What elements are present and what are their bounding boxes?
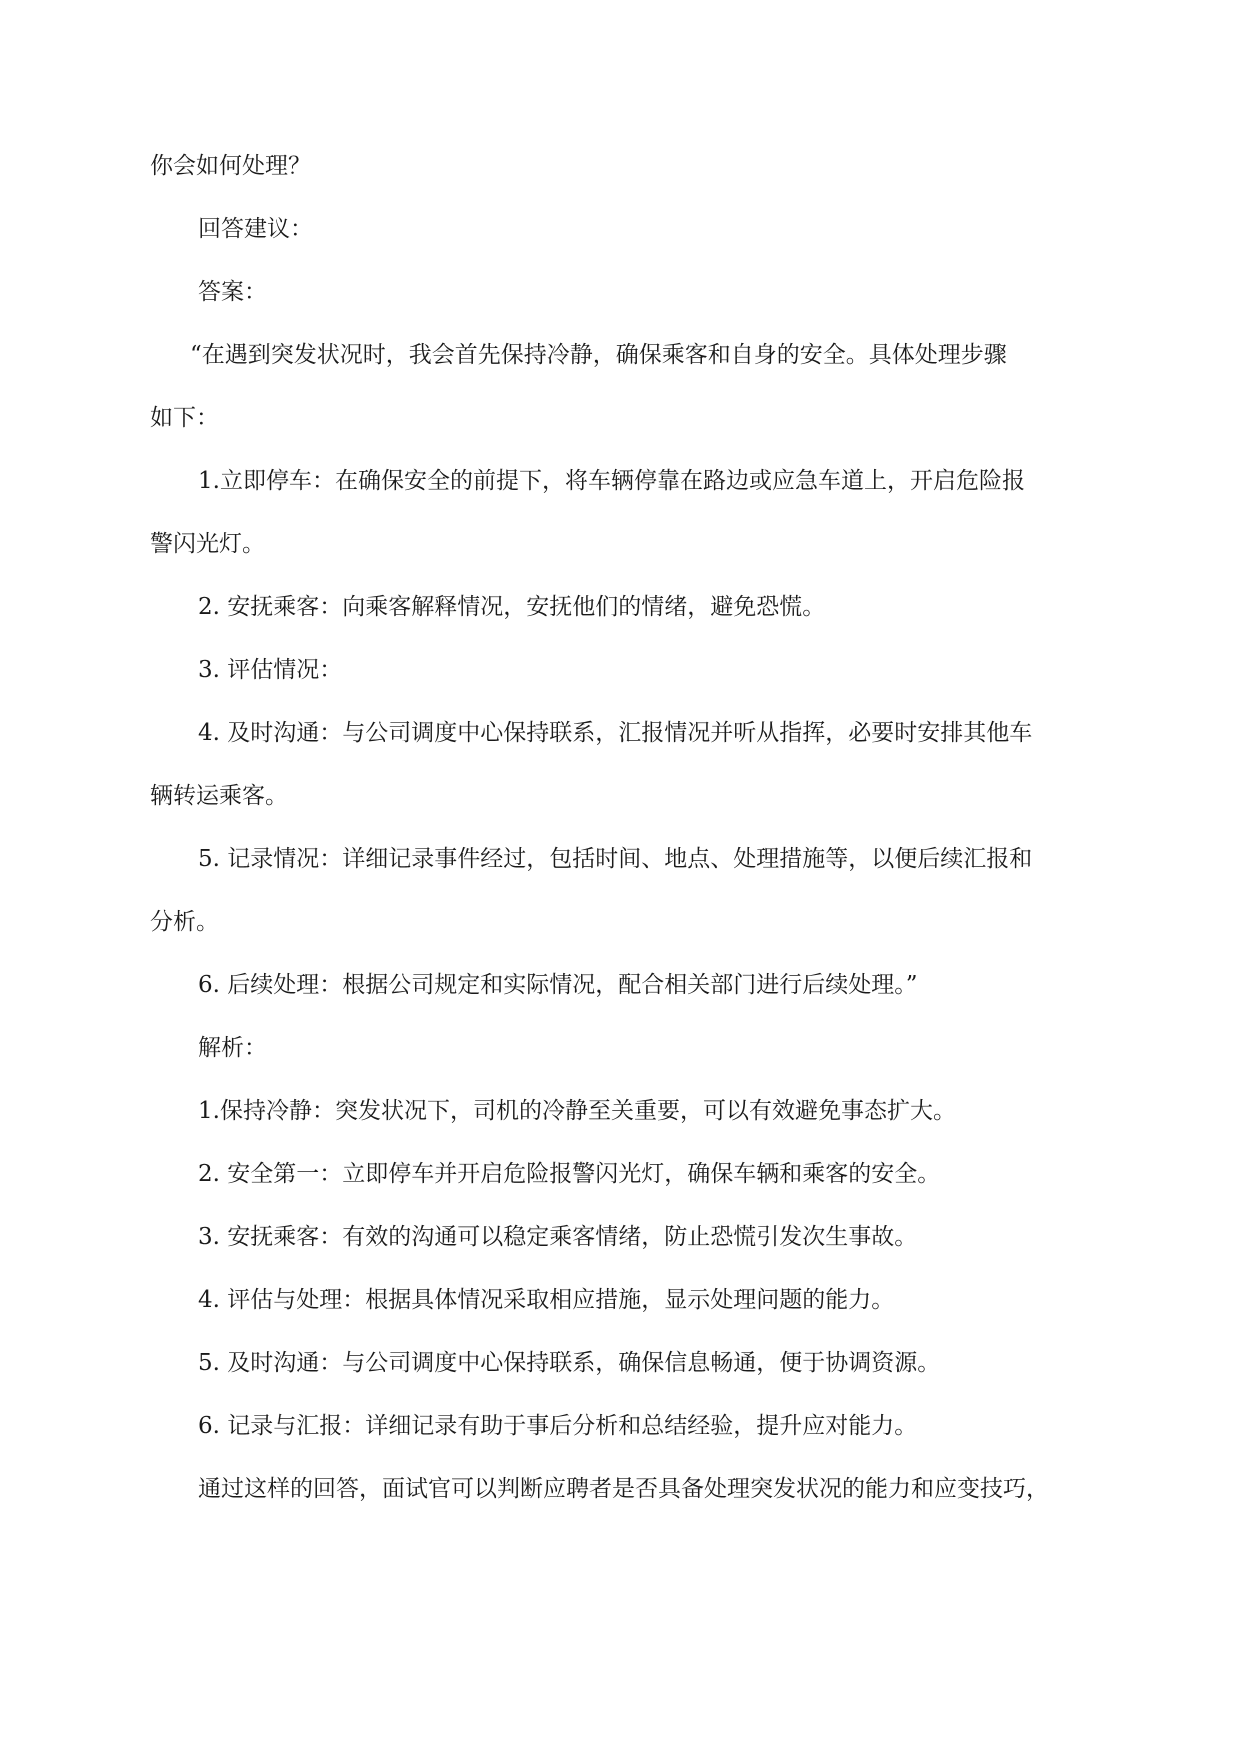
text-line: 分析。 <box>150 909 219 935</box>
text-line: 通过这样的回答，面试官可以判断应聘者是否具备处理突发状况的能力和应变技巧， <box>198 1476 1049 1502</box>
text-line: 2. 安全第一：立即停车并开启危险报警闪光灯，确保车辆和乘客的安全。 <box>198 1161 941 1187</box>
text-line: 6. 后续处理：根据公司规定和实际情况，配合相关部门进行后续处理。” <box>198 972 918 998</box>
text-line: 5. 记录情况：详细记录事件经过，包括时间、地点、处理措施等，以便后续汇报和 <box>198 846 1033 872</box>
text-line: 1.保持冷静：突发状况下，司机的冷静至关重要，可以有效避免事态扩大。 <box>198 1098 956 1124</box>
text-line: 6. 记录与汇报：详细记录有助于事后分析和总结经验，提升应对能力。 <box>198 1413 918 1439</box>
text-line: 4. 评估与处理：根据具体情况采取相应措施，显示处理问题的能力。 <box>198 1287 895 1313</box>
text-line: 3. 评估情况： <box>198 657 343 683</box>
text-line: 警闪光灯。 <box>150 531 265 557</box>
text-line: 4. 及时沟通：与公司调度中心保持联系，汇报情况并听从指挥，必要时安排其他车 <box>198 720 1033 746</box>
text-line: 辆转运乘客。 <box>150 783 288 809</box>
text-line: 5. 及时沟通：与公司调度中心保持联系，确保信息畅通，便于协调资源。 <box>198 1350 941 1376</box>
text-line: 1.立即停车：在确保安全的前提下，将车辆停靠在路边或应急车道上，开启危险报 <box>198 468 1025 494</box>
text-line: 回答建议： <box>198 216 313 242</box>
text-line: “在遇到突发状况时，我会首先保持冷静，确保乘客和自身的安全。具体处理步骤 <box>190 342 1007 368</box>
text-line: 3. 安抚乘客：有效的沟通可以稳定乘客情绪，防止恐慌引发次生事故。 <box>198 1224 918 1250</box>
text-line: 你会如何处理？ <box>150 153 311 179</box>
text-line: 答案： <box>198 279 267 305</box>
text-line: 解析： <box>198 1035 267 1061</box>
text-line: 如下： <box>150 405 219 431</box>
text-line: 2. 安抚乘客：向乘客解释情况，安抚他们的情绪，避免恐慌。 <box>198 594 826 620</box>
